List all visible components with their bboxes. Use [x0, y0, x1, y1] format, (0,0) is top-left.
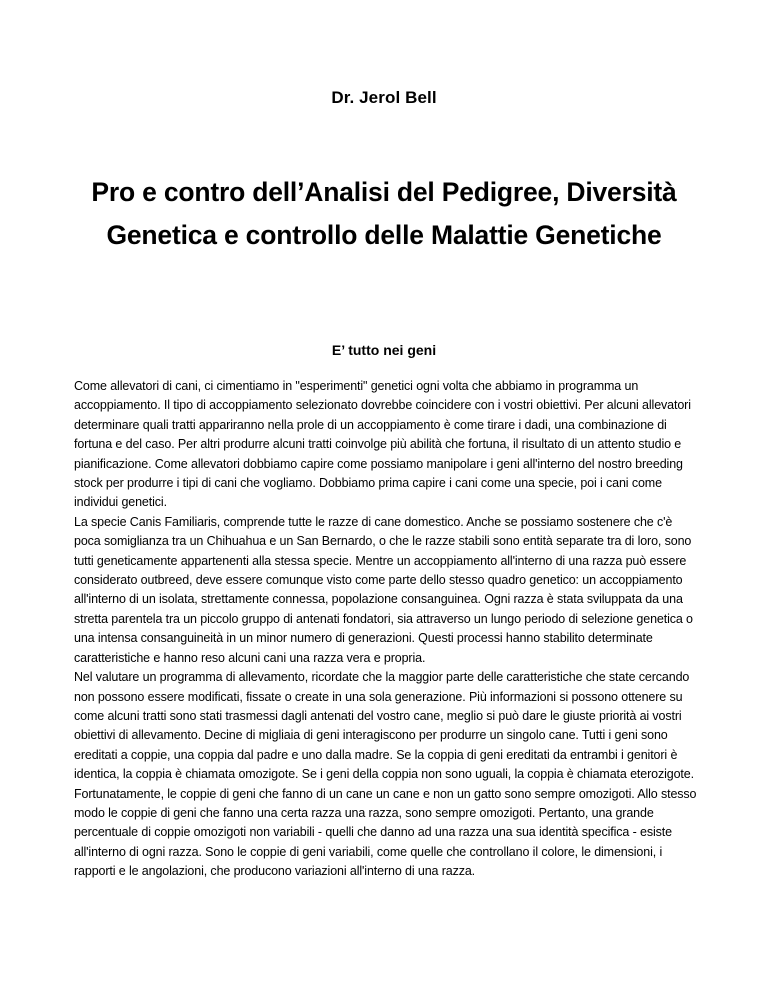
- paragraph: Nel valutare un programma di allevamento, ricordate che la maggior parte delle caratteristiche che state cercando non possono essere modificati, fissate o create in una sola generazione. Più informazioni si possono ottenere su come alcuni tratti sono stati trasmessi dagli antenati del vostro cane, meglio si può dare le giuste priorità ai vostri obiettivi di allevamento. Decine di migliaia di geni interagiscono per produrre un singolo cane. Tutti i geni sono ereditati a coppie, una coppia dal padre e uno dalla madre. Se la coppia di geni ereditati da entrambi i genitori è identica, la coppia è chiamata omozigote. Se i geni della coppia non sono uguali, la coppia è chiamata eterozigote. Fortunatamente, le coppie di geni che fanno di un cane un cane e non un gatto sono sempre omozigoti. Allo stesso modo le coppie di geni che fanno una certa razza una razza, sono sempre omozigoti. Pertanto, una grande percentuale di coppie omozigoti non variabili - quelli che danno ad una razza una sua identità specifica - esiste all'interno di ogni razza. Sono le coppie di geni variabili, come quelle che controllano il colore, le dimensioni, i rapporti e le angolazioni, che producono variazioni all'interno di una razza.: [74, 670, 697, 879]
- paragraph: La specie Canis Familiaris, comprende tutte le razze di cane domestico. Anche se possiamo sostenere che c'è poca somiglianza tra un Chihuahua e un San Bernardo, o che le razze stabili sono entità separate tra di loro, sono tutti geneticamente appartenenti alla stessa specie. Mentre un accoppiamento all'interno di una razza può essere considerato outbreed, deve essere comunque visto come parte dello stesso quadro genetico: un accoppiamento all'interno di un isolata, strettamente connessa, popolazione consanguinea. Ogni razza è stata sviluppata da una stretta parentela tra un piccolo gruppo di antenati fondatori, sia attraverso un lungo periodo di selezione genetica o una intensa consanguineità in un minor numero di generazioni. Questi processi hanno stabilito determinate caratteristiche e hanno reso alcuni cani una razza vera e propria.: [74, 514, 693, 665]
- document-title: [40, 171, 728, 257]
- section-heading: E’ tutto nei geni: [331, 342, 437, 358]
- paragraph: Come allevatori di cani, ci cimentiamo in "esperimenti" genetici ogni volta che abbiamo in programma un accoppiamento. Il tipo di accoppiamento selezionato dovrebbe coincidere con i vostri obiettivi. Per alcuni allevatori determinare quali tratti appariranno nella prole di un accoppiamento è come tirare i dadi, una combinazione di fortuna e del caso. Per altri produrre alcuni tratti coinvolge più abilità che fortuna, il risultato di un attento studio e pianificazione. Come allevatori dobbiamo capire come possiamo manipolare i geni all'interno del nostro breeding stock per produrre i tipi di cani che vogliamo. Dobbiamo prima capire i cani come una specie, poi i cani come individui genetici.: [74, 379, 691, 510]
- author-name: Dr. Jerol Bell: [331, 88, 437, 107]
- title-line-1: Pro e contro dell’Analisi del Pedigree, Diversità: [91, 177, 677, 207]
- title-line-2: Genetica e controllo delle Malattie Genetiche: [106, 220, 662, 250]
- body-text: [74, 377, 702, 882]
